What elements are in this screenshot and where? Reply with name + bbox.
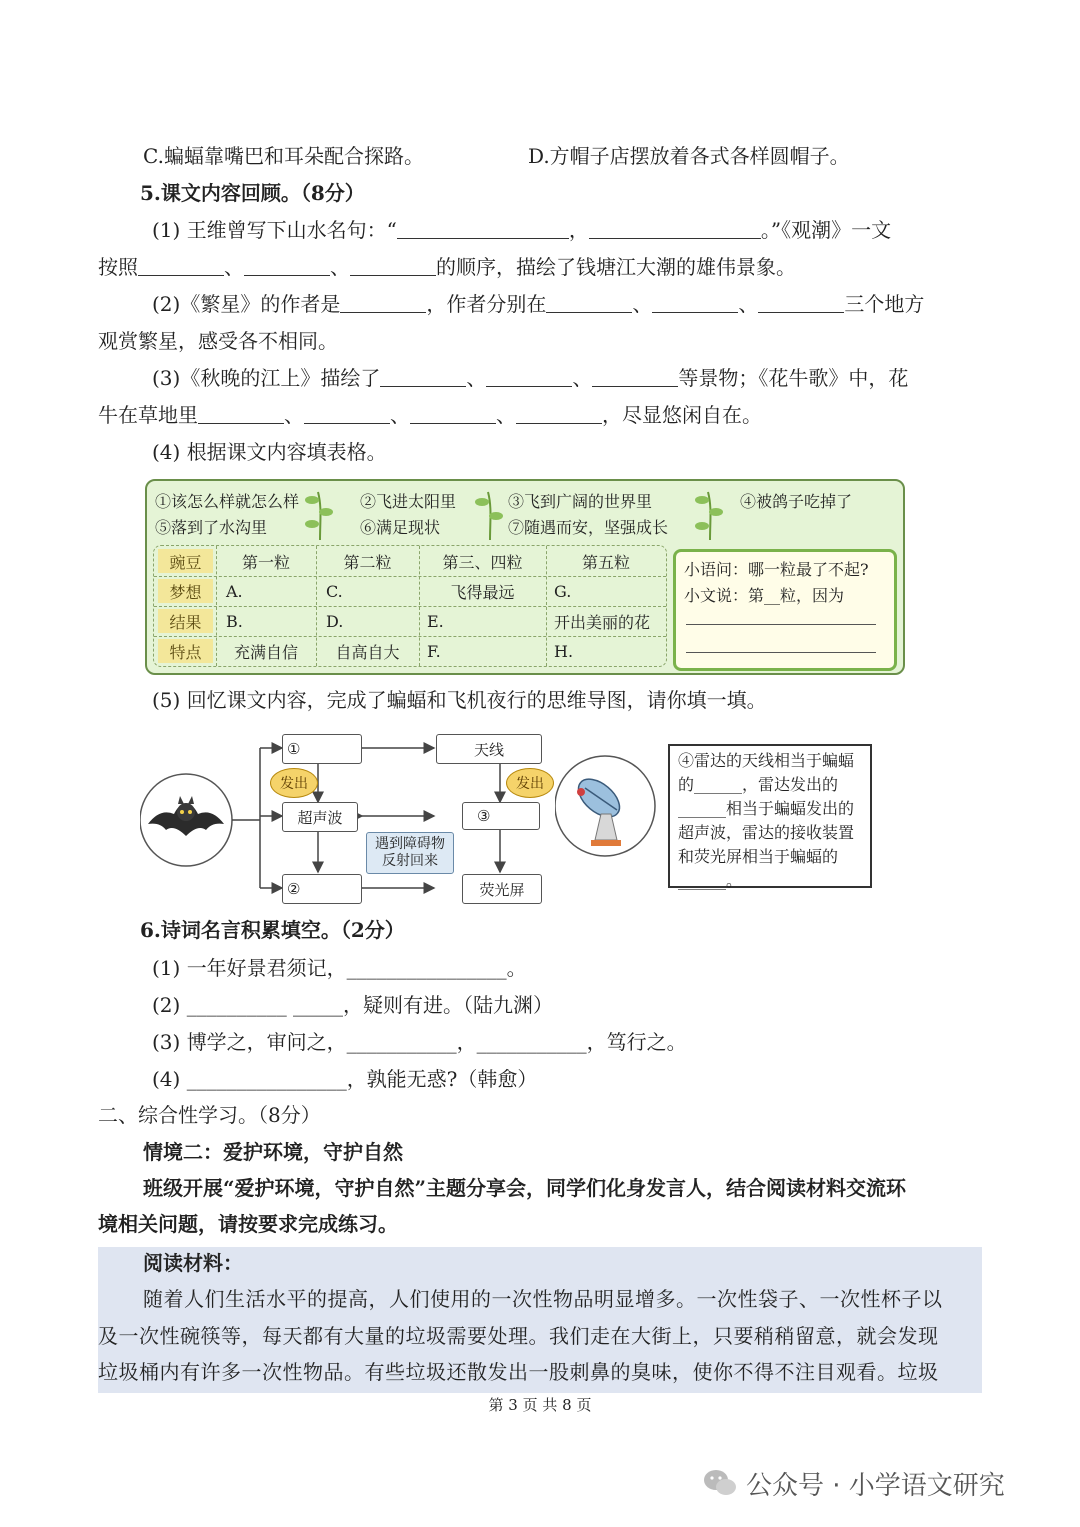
table-cell: C. — [326, 581, 343, 601]
side-question: 小语问：哪一粒最了不起? — [684, 560, 869, 579]
table-cell: 自高自大 — [335, 642, 400, 662]
table-cell: 充满自信 — [233, 642, 298, 662]
option-1: ①该怎么样就怎么样 — [155, 492, 300, 511]
q6-line-4: (4) ________________，孰能无惑?（韩愈） — [152, 1067, 538, 1091]
answer-box — [673, 549, 897, 671]
q6-title: 6.诗词名言积累填空。（2分） — [140, 918, 405, 942]
q5-s3: (3)《秋晚的江上》描绘了 、 、 等景物；《花牛歌》中，花 — [152, 366, 909, 390]
table-header: 第三、四粒 — [442, 552, 523, 572]
q5-s5: (5) 回忆课文内容，完成了蝙蝠和飞机夜行的思维导图，请你填一填。 — [152, 688, 767, 712]
option-3: ③飞到广阔的世界里 — [508, 492, 653, 511]
row-label: 特点 — [158, 639, 213, 663]
side-answer: 小文说：第__粒，因为 — [684, 586, 845, 605]
q5-s3-cont: 牛在草地里 、 、 、 ，尽显悠闲自在。 — [98, 403, 762, 427]
option-7: ⑦随遇而安，坚强成长 — [508, 518, 669, 537]
table-cell: 开出美丽的花 — [554, 612, 651, 632]
q5-s4: (4) 根据课文内容填表格。 — [152, 440, 387, 464]
intro-line-1: 班级开展“爱护环境，守护自然”主题分享会，同学们化身发言人，结合阅读材料交流环 — [143, 1176, 907, 1200]
intro-line-2: 境相关问题，请按要求完成练习。 — [98, 1212, 398, 1236]
q5-s2-cont: 观赏繁星，感受各不相同。 — [98, 329, 338, 353]
table-cell: E. — [427, 611, 444, 631]
emit-badge: 发出 — [506, 768, 554, 798]
table-cell: F. — [427, 641, 441, 661]
context-title: 情境二：爱护环境，守护自然 — [143, 1140, 403, 1164]
mindmap-box-1: ① — [282, 734, 362, 764]
option-4: ④被鸽子吃掉了 — [740, 492, 853, 511]
emit-badge: 发出 — [270, 768, 318, 798]
radar-icon — [555, 744, 659, 868]
table-cell: D. — [326, 611, 344, 631]
table-header: 豌豆 — [158, 549, 213, 573]
wechat-icon — [702, 1467, 738, 1499]
table-cell: 飞得最远 — [450, 582, 515, 602]
mindmap-box-screen: 荧光屏 — [462, 874, 542, 904]
mindmap-box-2: ② — [282, 874, 362, 904]
sprout-icon — [300, 482, 360, 542]
option-6: ⑥满足现状 — [360, 518, 441, 537]
row-label: 梦想 — [158, 579, 213, 603]
q6-line-1: (1) 一年好景君须记，________________。 — [152, 956, 527, 980]
option-d: D.方帽子店摆放着各式各样圆帽子。 — [528, 144, 850, 168]
table-cell: H. — [554, 641, 574, 661]
q6-line-2: (2) __________ _____，疑则有进。（陆九渊） — [152, 993, 554, 1017]
mindmap-box-ultrasound: 超声波 — [282, 802, 358, 832]
table-header: 第一粒 — [241, 552, 290, 572]
table-cell: G. — [554, 581, 572, 601]
sprout-icon — [470, 482, 530, 542]
mindmap-box-3: ③ — [462, 802, 540, 830]
pea-table — [153, 545, 667, 667]
reading-line-2: 及一次性碗筷等，每天都有大量的垃圾需要处理。我们走在大街上，只要稍稍留意，就会发现 — [98, 1324, 939, 1348]
watermark-text: 公众号 · 小学语文研究 — [746, 1471, 1005, 1501]
row-label: 结果 — [158, 609, 213, 633]
q5-title: 5.课文内容回顾。（8分） — [140, 181, 365, 205]
option-5: ⑤落到了水沟里 — [155, 518, 268, 537]
reflect-note: 遇到障碍物 反射回来 — [366, 832, 454, 874]
reading-line-3: 垃圾桶内有许多一次性物品。有些垃圾还散发出一股刺鼻的臭味，使你不得不注目观看。垃圾 — [98, 1360, 939, 1384]
reading-line-1: 随着人们生活水平的提高，人们使用的一次性物品明显增多。一次性袋子、一次性杯子以 — [143, 1287, 943, 1311]
q5-s1: (1) 王维曾写下山水名句：“ ， 。”《观潮》一文 — [152, 218, 892, 242]
mindmap-box-antenna: 天线 — [436, 734, 542, 764]
sprout-icon — [690, 482, 750, 542]
table-header: 第二粒 — [343, 552, 392, 572]
part2-title: 二、综合性学习。（8分） — [98, 1103, 321, 1127]
q5-s1-cont: 按照 、 、 的顺序，描绘了钱塘江大潮的雄伟景象。 — [98, 255, 796, 279]
q6-line-3: (3) 博学之，审问之，___________，___________，笃行之。 — [152, 1030, 687, 1054]
reading-label: 阅读材料： — [143, 1251, 243, 1275]
table-header: 第五粒 — [581, 552, 630, 572]
table-cell: B. — [226, 611, 243, 631]
radar-note: ④雷达的天线相当于蝙蝠的______，雷达发出的______相当于蝙蝠发出的超声波，雷达的接收装置和荧光屏相当于蝙蝠的______。 — [668, 744, 872, 888]
table-cell: A. — [226, 581, 243, 601]
page-footer: 第 3 页 共 8 页 — [488, 1396, 592, 1414]
option-2: ②飞进太阳里 — [360, 492, 457, 511]
option-c: C.蝙蝠靠嘴巴和耳朵配合探路。 — [143, 144, 424, 168]
q5-s2: (2)《繁星》的作者是 ，作者分别在 、 、 三个地方 — [152, 292, 925, 316]
